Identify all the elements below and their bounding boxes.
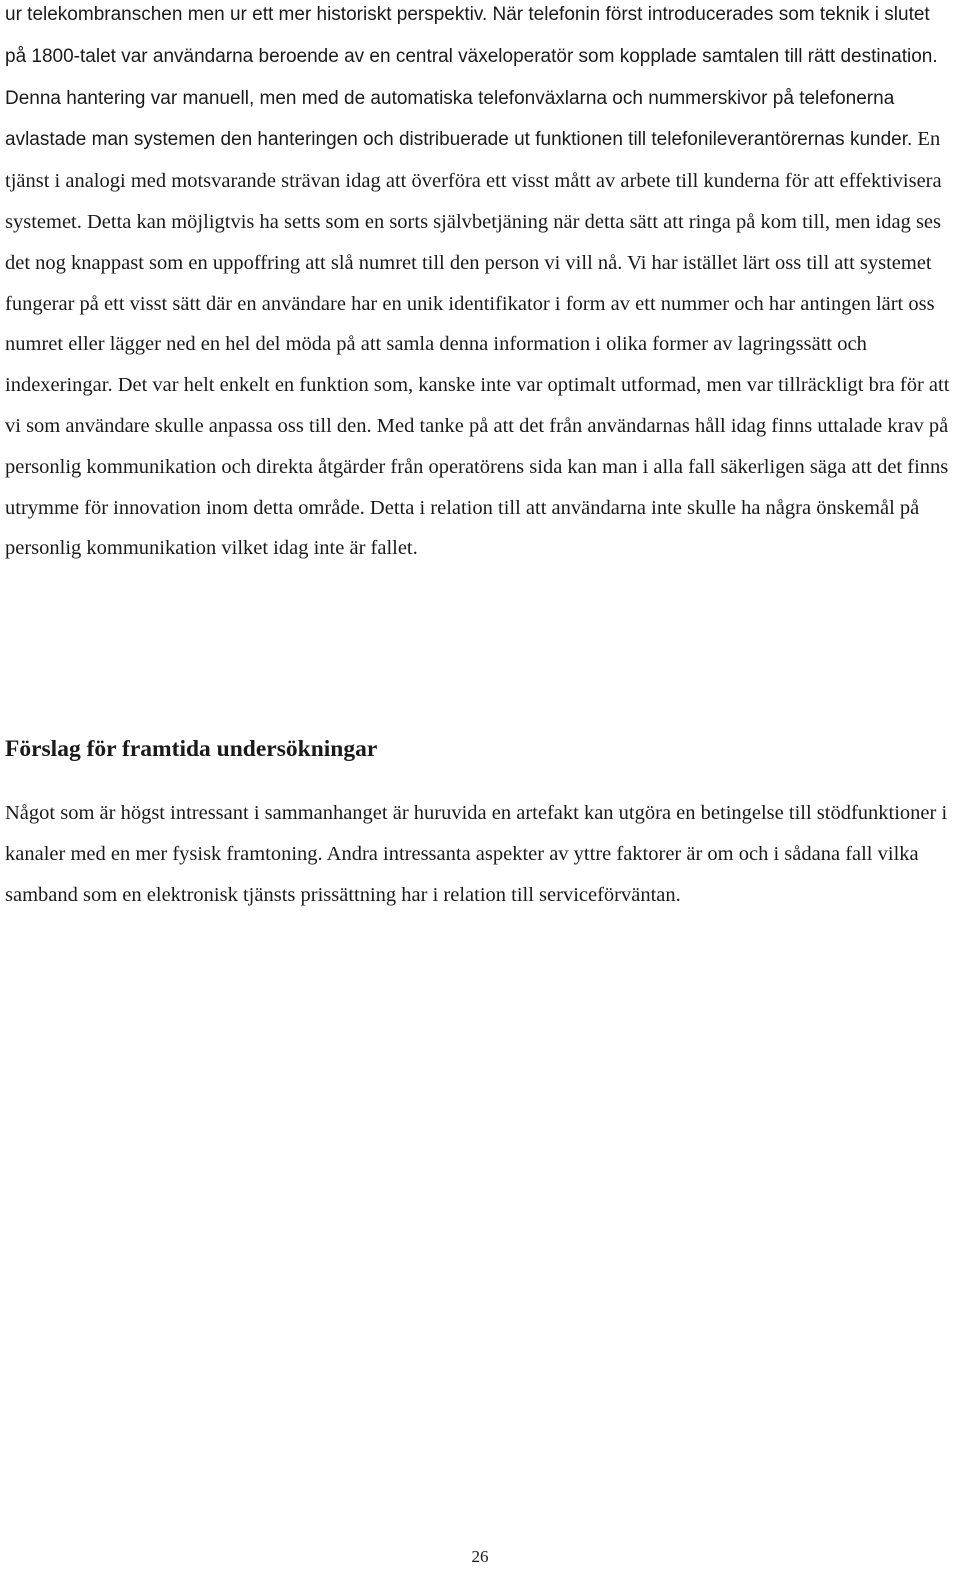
body-text-serif: En tjänst i analogi med motsvarande strävan idag att överföra ett visst mått av arbete till kunderna för att effektivisera systemet. Detta kan möjligtvis ha setts som en sorts självbetjäning när detta sätt att ringa på kom till, men idag ses det nog knappast som en uppoffring att slå numret till den person vi vill nå. Vi har istället lärt oss till att systemet fungerar på ett visst sätt där en användare har en unik identifikator i form av ett nummer och har antingen lärt oss numret eller lägger ned en hel del möda på att samla denna information i olika former av lagringssätt och indexeringar. Det var helt enkelt en funktion som, kanske inte var optimalt utformad, men var tillräckligt bra för att vi som användare skulle anpassa oss till den. Med tanke på att det från användarnas håll idag finns uttalade krav på personlig kommunikation och direkta åtgärder från operatörens sida kan man i alla fall säkerligen säga att det finns utrymme för innovation inom detta område. Detta i relation till att användarna inte skulle ha några önskemål på personlig kommunikation vilket idag inte är fallet. [5, 128, 950, 560]
body-paragraph [5, 0, 955, 569]
body-paragraph: Något som är högst intressant i sammanhanget är huruvida en artefakt kan utgöra en betingelse till stödfunktioner i kanaler med en mer fysisk framtoning. Andra intressanta aspekter av yttre faktorer är om och i sådana fall vilka samband som en elektronisk tjänsts prissättning har i relation till serviceförväntan. [5, 802, 948, 906]
section-heading: Förslag för framtida undersökningar [5, 736, 378, 762]
body-text-sans: ur telekombranschen men ur ett mer historiskt perspektiv. När telefonin först introducerades som teknik i slutet på 1800-talet var användarna beroende av en central växeloperatör som kopplade samtalen till rätt destination. Denna hantering var manuell, men med de automatiska telefonväxlarna och nummerskivor på telefonerna avlastade man systemen den hanteringen och distribuerade ut funktionen till telefonileverantörernas kunder. [5, 4, 938, 151]
page-number: 26 [471, 1547, 489, 1566]
